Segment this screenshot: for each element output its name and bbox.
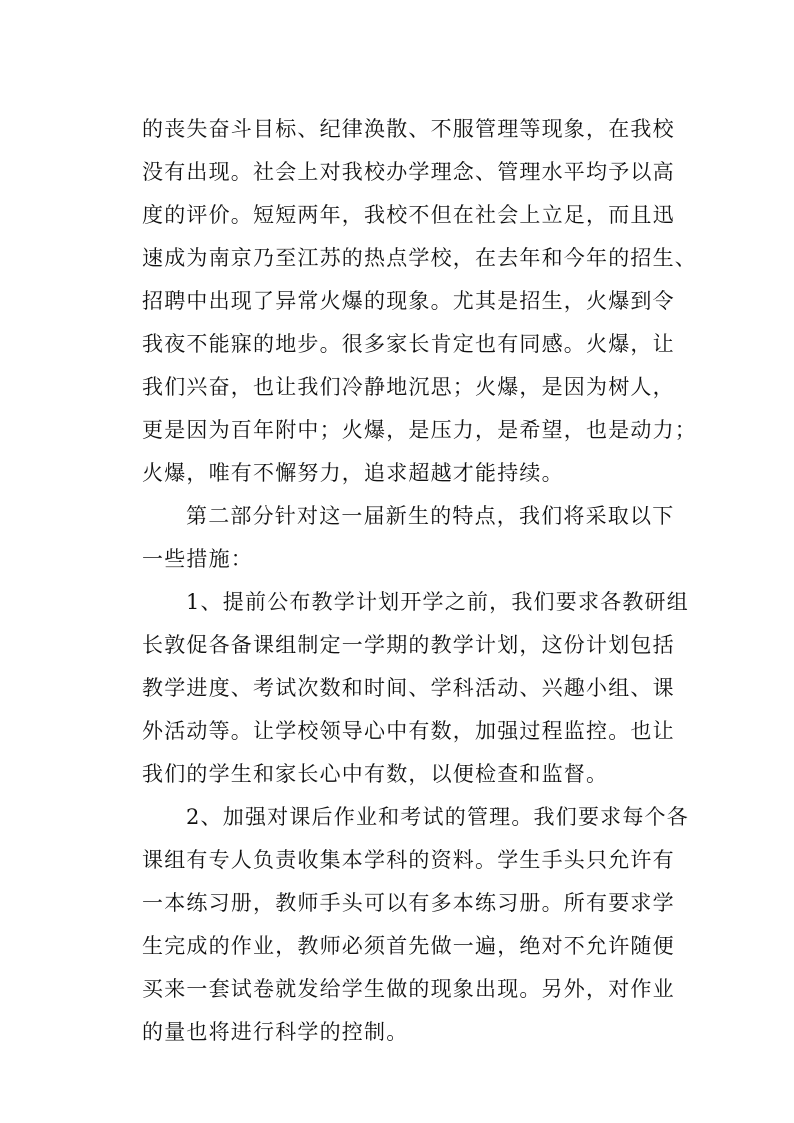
text-line: 速成为南京乃至江苏的热点学校，在去年和今年的招生、 bbox=[142, 246, 697, 270]
text-line: 我们的学生和家长心中有数，以便检查和监督。 bbox=[142, 762, 609, 786]
paragraph-start-line: 2、加强对课后作业和考试的管理。我们要求每个各 bbox=[186, 805, 689, 829]
text-line: 没有出现。社会上对我校办学理念、管理水平均予以高 bbox=[142, 160, 675, 184]
text-line: 外活动等。让学校领导心中有数，加强过程监控。也让 bbox=[142, 719, 675, 743]
text-line: 一本练习册，教师手头可以有多本练习册。所有要求学 bbox=[142, 891, 675, 915]
text-line: 的量也将进行科学的控制。 bbox=[142, 1020, 409, 1044]
text-line: 我们兴奋，也让我们冷静地沉思；火爆，是因为树人， bbox=[142, 375, 675, 399]
text-line: 招聘中出现了异常火爆的现象。尤其是招生，火爆到令 bbox=[142, 289, 675, 313]
text-line: 火爆，唯有不懈努力，追求超越才能持续。 bbox=[142, 461, 564, 485]
text-line: 我夜不能寐的地步。很多家长肯定也有同感。火爆，让 bbox=[142, 332, 675, 356]
text-line: 更是因为百年附中；火爆，是压力，是希望，也是动力； bbox=[142, 418, 697, 442]
text-line: 买来一套试卷就发给学生做的现象出现。另外，对作业 bbox=[142, 977, 675, 1001]
text-line: 生完成的作业，教师必须首先做一遍，绝对不允许随便 bbox=[142, 934, 675, 958]
text-line: 的丧失奋斗目标、纪律涣散、不服管理等现象，在我校 bbox=[142, 117, 675, 141]
text-line: 课组有专人负责收集本学科的资料。学生手头只允许有 bbox=[142, 848, 675, 872]
paragraph-start-line: 1、提前公布教学计划开学之前，我们要求各教研组 bbox=[186, 590, 689, 614]
text-line: 一些措施： bbox=[142, 547, 253, 571]
paragraph-start-line: 第二部分针对这一届新生的特点，我们将采取以下 bbox=[186, 504, 675, 528]
text-line: 教学进度、考试次数和时间、学科活动、兴趣小组、课 bbox=[142, 676, 675, 700]
text-line: 度的评价。短短两年，我校不但在社会上立足，而且迅 bbox=[142, 203, 675, 227]
text-line: 长敦促各备课组制定一学期的教学计划，这份计划包括 bbox=[142, 633, 675, 657]
